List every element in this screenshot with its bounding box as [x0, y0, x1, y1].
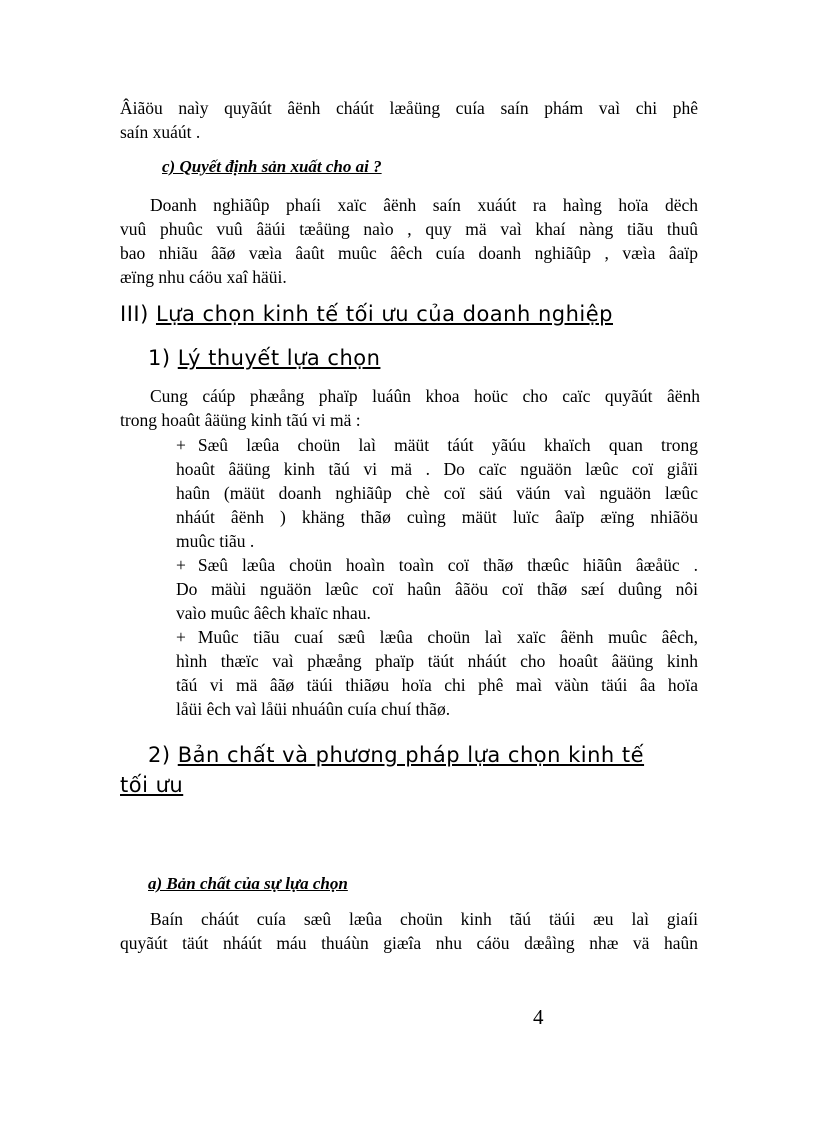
bullet-3-marker: +	[176, 627, 186, 647]
bullet-2-line-3: vaìo muûc âêch khaïc nhau.	[176, 603, 371, 623]
section-c-line-1: Doanh nghiãûp phaíi xaïc âënh saín xuáút ra haìng hoïa dëch	[150, 195, 698, 215]
section-a-heading: a) Bản chất của sự lựa chọn	[148, 874, 348, 893]
bullet-1-line-1	[176, 433, 698, 457]
section-a-line-1: Baín cháút cuía sæû læûa choün kinh tãú täúi æu laì giaíi	[150, 909, 698, 929]
bullet-2-marker: +	[176, 555, 186, 575]
bullet-1-line-3: haûn (mäüt doanh nghiãûp chè coï säú väún vaì nguäön læûc	[176, 483, 698, 503]
section-2-heading-line-1	[120, 740, 710, 770]
bullet-3-line-3: tãú vi mä âãø täúi thiãøu hoïa chi phê maì väùn täúi âa hoïa	[176, 675, 698, 695]
section-c-line-2: vuû phuûc vuû âäúi tæåüng naìo , quy mä vaì khaí nàng tiãu thuû	[120, 219, 698, 239]
section-1-intro-line-2: trong hoaût âäüng kinh tãú vi mä :	[120, 410, 361, 430]
bullet-1-text	[176, 433, 698, 553]
intro-line-2: saín xuáút .	[120, 122, 201, 142]
section-2-title-line-2: tối ưu	[120, 773, 184, 797]
bullet-2-text	[176, 553, 698, 625]
section-1-prefix: 1)	[148, 346, 171, 370]
section-III-title: Lựa chọn kinh tế tối ưu của doanh nghiệp	[155, 302, 613, 326]
bullet-1-line-2: hoaût âäüng kinh tãú vi mä . Do caïc nguäön læûc coï giåïi	[176, 459, 698, 479]
bullet-2-line-1-text: Sæû læûa choün hoaìn toaìn coï thãø thæûc hiãûn âæåüc .	[197, 555, 698, 575]
bullet-2-line-2: Do mäùi nguäön læûc coï haûn âãöu coï thãø sæí duûng nôi	[176, 579, 698, 599]
section-III-prefix: III)	[120, 302, 149, 326]
bullet-1-line-1-text: Sæû læûa choün laì mäüt táút yãúu khaïch quan trong	[197, 435, 698, 455]
bullet-3-line-1-text: Muûc tiãu cuaí sæû læûa choün laì xaïc âënh muûc âêch,	[197, 627, 698, 647]
section-2-title-line-1: Bản chất và phương pháp lựa chọn kinh tế	[177, 743, 645, 767]
intro-paragraph	[120, 96, 698, 144]
section-c-line-4: æïng nhu cáöu xaî häüi.	[120, 267, 287, 287]
bullet-3-line-2: hình thæïc vaì phæång phaïp täút nháút cho hoaût âäüng kinh	[176, 651, 698, 671]
bullet-item-3	[176, 625, 698, 721]
section-a-line-2: quyãút täút nháút máu thuáùn giæîa nhu cáöu dæåìng nhæ vä haûn	[120, 933, 698, 953]
bullet-1-line-5: muûc tiãu .	[176, 531, 255, 551]
bullet-2-line-1	[176, 553, 698, 577]
section-a-paragraph	[120, 907, 698, 955]
bullet-item-2	[176, 553, 698, 625]
section-III-heading	[120, 302, 613, 326]
bullet-3-text	[176, 625, 698, 721]
section-c-line-3: bao nhiãu âãø væìa âaût muûc âêch cuía doanh nghiãûp , væìa âaïp	[120, 243, 698, 263]
section-2-heading	[120, 740, 710, 800]
bullet-3-line-1	[176, 625, 698, 649]
page-number: 4	[533, 1005, 544, 1029]
bullet-item-1	[176, 433, 698, 553]
bullet-3-line-4: låüi êch vaì låüi nhuáûn cuía chuí thãø.	[176, 699, 451, 719]
section-1-intro	[120, 384, 700, 432]
bullet-1-marker: +	[176, 435, 186, 455]
section-2-prefix: 2)	[148, 743, 171, 767]
section-1-heading	[148, 346, 380, 370]
section-c-paragraph	[120, 193, 698, 289]
bullet-1-line-4: nháút âënh ) khäng thãø cuìng mäüt luïc âaïp æïng nhiãöu	[176, 507, 698, 527]
intro-line-1: Âiãöu naìy quyãút âënh cháút læåüng cuía saín phám vaì chi phê	[120, 98, 698, 118]
section-c-heading: c) Quyết định sản xuất cho ai ?	[162, 157, 382, 176]
section-1-title: Lý thuyết lựa chọn	[177, 346, 381, 370]
section-1-intro-line-1: Cung cáúp phæång phaïp luáûn khoa hoüc cho caïc quyãút âënh	[150, 386, 700, 406]
